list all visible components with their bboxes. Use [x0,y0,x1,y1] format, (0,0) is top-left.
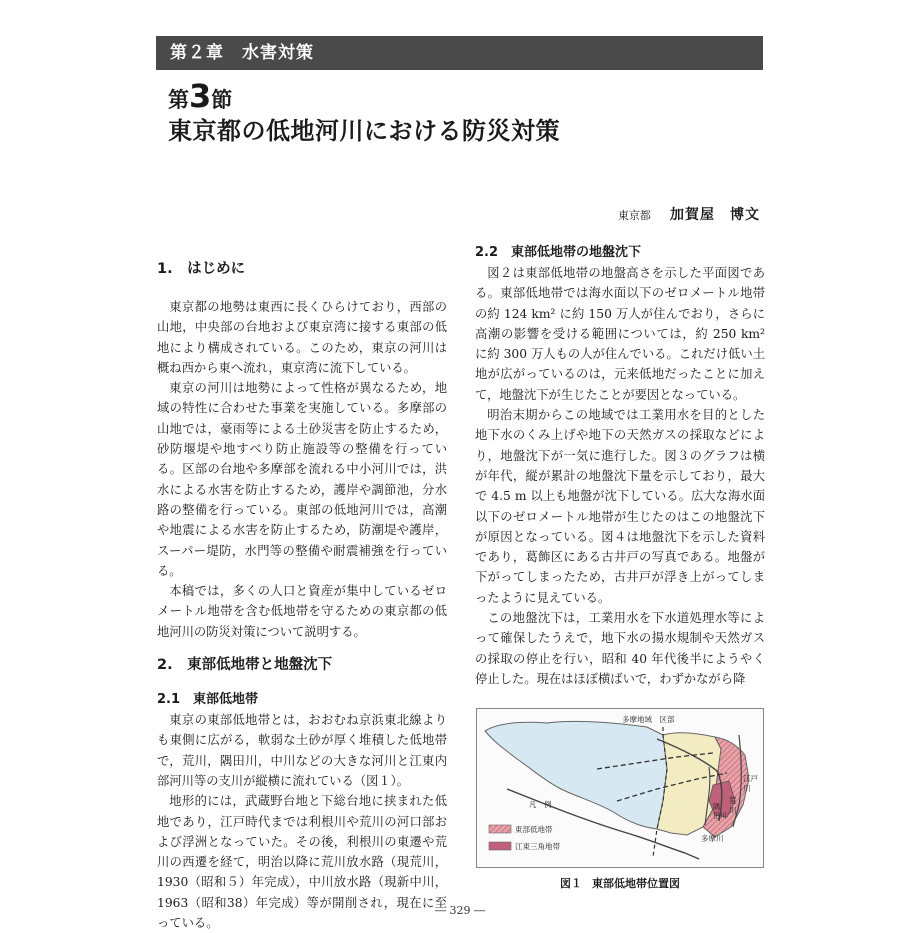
heading-section-2: 2. 東部低地帯と地盤沈下 [157,657,333,674]
heading-subsection-2-1: 2.1 東部低地帯 [157,692,259,708]
right-column [475,243,765,689]
label-edogawa-1: 江戸 [743,774,758,783]
section-prefix: 第 [168,88,189,112]
tama-region [485,721,667,829]
legend-title: 凡 例 [529,800,552,809]
left-column [157,258,447,933]
legend-label-lowland: 東部低地帯 [515,825,553,834]
paragraph: この地盤沈下は，工業用水を下水道処理水等によって確保したうえで，地下水の揚水規制や天然ガスの採取の停止を行い，昭和 40 年代後半にようやく停止した。現在はほぼ横ばいで，わずかながら降 [475,611,765,686]
chapter-header-bar [156,36,763,70]
paragraph: 東京の東部低地帯とは，おおむね京浜東北線よりも東側に広がる，軟弱な土砂が厚く堆積した低地帯で，荒川，隅田川，中川などの大きな河川と江東内部河川等の支川が縦横に流れている（図１）。 [157,713,447,788]
label-sumida-1: 隅 [713,803,720,811]
label-sumida-2: 田川 [713,812,727,820]
figure-number: 図１ [560,877,582,890]
label-tamagawa: 多摩川 [701,834,724,843]
location-map [477,709,765,869]
label-tama-ku: 多摩地域 区部 [622,715,675,724]
author-organization: 東京都 [617,209,651,222]
chapter-title: 第２章 水害対策 [170,43,314,63]
page-number: ― 329 ― [435,904,485,917]
label-edogawa-2: 川 [743,784,751,793]
figure-1-map [476,708,764,868]
legend-swatch-delta [489,842,511,850]
section-suffix: 節 [211,88,233,112]
section-number [168,78,232,118]
label-arakawa-1: 荒 [729,796,737,805]
label-arakawa-2: 川 [729,806,737,815]
paragraph: 地形的には，武蔵野台地と下総台地に挟まれた低地であり，江戸時代までは利根川や荒川の河口部および浮洲となっていた。その後，利根川の東遷や荒川の西遷を経て，明治以降に荒川放水路（現荒川，1930（昭和５）年完成），中川放水路（現新中川，1963（昭和38）年完成）等が開削され，現在に至っている。 [157,794,447,931]
author-name: 加賀屋 博文 [670,207,760,223]
figure-caption [476,875,764,891]
author-line [618,204,760,224]
paragraph: 東京都の地勢は東西に長くひらけており，西部の山地，中央部の台地および東京湾に接する東部の低地により構成されている。このため，東京の河川は概ね西から東へ流れ，東京湾に流下している。 [157,300,447,375]
article-title: 東京都の低地河川における防災対策 [168,117,560,145]
heading-subsection-2-2: 2.2 東部低地帯の地盤沈下 [475,245,642,260]
paragraph: 図２は東部低地帯の地盤高さを示した平面図である。東部低地帯では海水面以下のゼロメートル地帯の約 124 km² に約 150 万人が住んでおり，さらに高潮の影響を受ける範囲については，約 250 km² に約 300 万人もの人が住んでいる。これだけ低い土地が広がっているのは，元来低地だったことに加えて，地盤沈下が生じたことが要因となっている。 [475,266,765,402]
section-digit: 3 [189,77,212,115]
legend-swatch-lowland [489,825,511,833]
legend-label-delta: 江東三角地帯 [515,842,560,851]
heading-introduction: 1. はじめに [157,261,246,277]
paragraph: 本稿では，多くの人口と資産が集中しているゼロメートル地帯を含む低地帯を守るための東京都の低地河川の防災対策について説明する。 [157,584,447,639]
figure-caption-text: 東部低地帯位置図 [592,877,680,890]
paragraph: 明治末期からこの地域では工業用水を目的とした地下水のくみ上げや地下の天然ガスの採取などにより，地盤沈下が一気に進行した。図３のグラフは横が年代，縦が累計の地盤沈下量を示しており，最大で 4.5 m 以上も地盤が沈下している。広大な海水面以下のゼロメートル地帯が生じたのはこの地盤沈下が原因となっている。図４は地盤沈下を示した資料であり，葛飾区にある古井戸の写真である。地盤が下がってしまったため，古井戸が浮き上がってしまったように見えている。 [475,408,765,605]
paragraph: 東京の河川は地勢によって性格が異なるため，地域の特性に合わせた事業を実施している。多摩部の山地では，豪雨等による土砂災害を防止するため，砂防堰堤や地すべり防止施設等の整備を行っている。区部の台地や多摩部を流れる中小河川では，洪水による水害を防止するため，護岸や調節池，分水路の整備を行っている。東部の低地河川では，高潮や地震による水害を防止するため，防潮堤や護岸，スーパー堤防，水門等の整備や耐震補強を行っている。 [157,381,447,578]
